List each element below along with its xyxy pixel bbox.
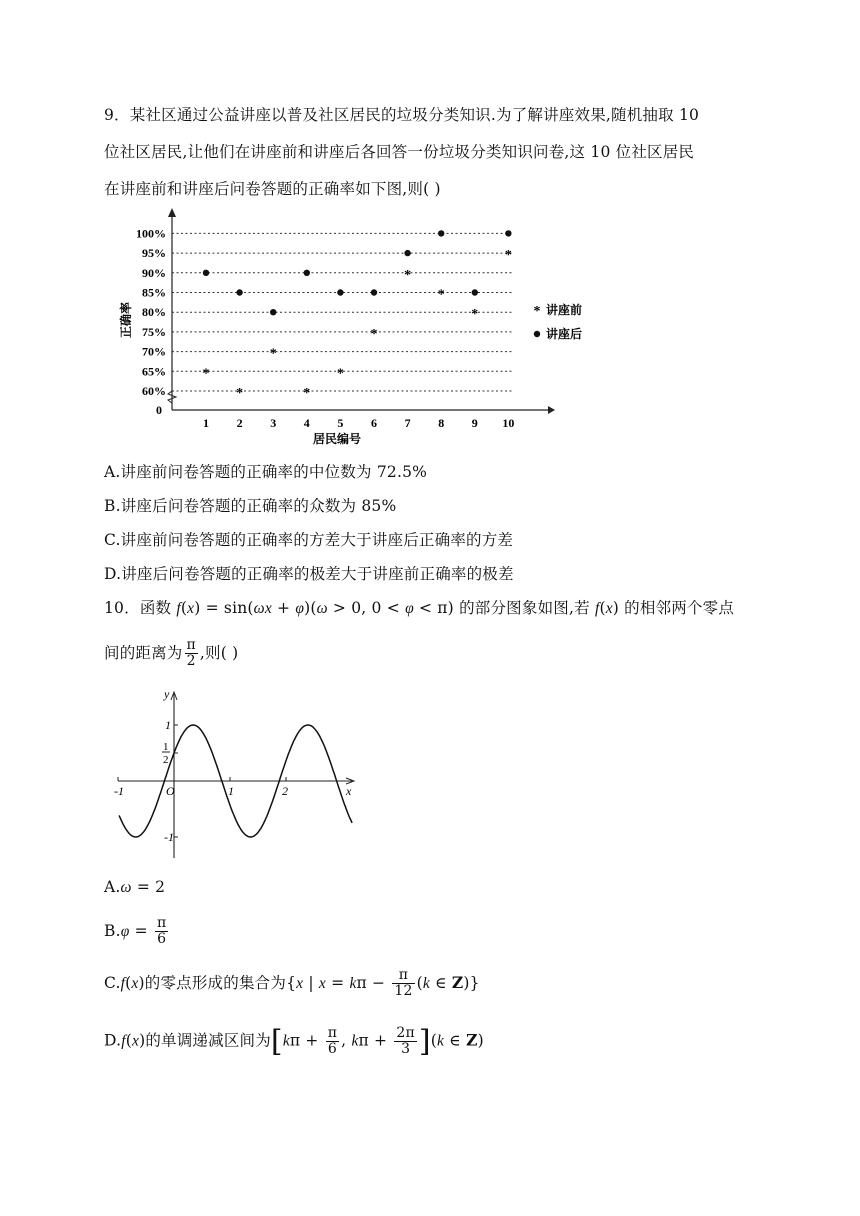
x-axis-title: x: [346, 784, 352, 798]
q10-formula-rest: (x) = sin(ωx + φ)(ω > 0, 0 < φ < π): [180, 599, 454, 617]
before-star-point: *: [437, 287, 445, 303]
after-dot-point: [404, 250, 410, 256]
x-tick-label: 4: [303, 416, 310, 430]
after-dot-point: [270, 309, 276, 315]
q10-stem-part1: 的部分图象如图,若: [459, 599, 590, 617]
q9-option-c: C.讲座前问卷答题的正确率的方差大于讲座后正确率的方差: [104, 531, 514, 549]
after-dot-point: [337, 289, 343, 295]
q10-stem-part2: 的相邻两个零点: [624, 599, 735, 617]
before-star-point: *: [404, 267, 412, 283]
x-tick-label: 5: [337, 416, 344, 430]
q10-option-c-text: 的零点形成的集合为: [144, 973, 287, 992]
x-tick-label: 1: [228, 784, 234, 798]
before-star-point: *: [370, 326, 378, 342]
x-axis-arrow: [548, 406, 555, 414]
y-tick-label: 65%: [142, 364, 166, 379]
x-tick-label: 1: [203, 416, 209, 430]
q9-option-d: D.讲座后问卷答题的正确率的极差大于讲座前正确率的极差: [104, 565, 514, 583]
legend-before-label: 讲座前: [546, 303, 583, 317]
x-tick-label: 3: [270, 416, 277, 430]
after-dot-point: [371, 289, 377, 295]
q10-sine-graph: [110, 688, 360, 863]
y-tick-label: 60%: [142, 384, 166, 398]
x-tick-label: 10: [502, 416, 515, 430]
after-dot-point: [304, 270, 310, 276]
x-tick-label: 8: [438, 416, 445, 430]
q9-option-b: B.讲座后问卷答题的正确率的众数为 85%: [104, 497, 397, 515]
x-tick-label: 2: [236, 416, 243, 430]
legend-after-label: 讲座后: [546, 327, 583, 341]
q10-option-d-label: D.: [104, 1031, 122, 1050]
q10-option-b: B.φ = $\frac{\pi}{6}$: [104, 915, 167, 948]
fraction-pi-over-2: $\frac{\pi}{2}$: [186, 637, 196, 670]
after-dot-point: [472, 289, 478, 295]
q10-option-a-label: A.: [104, 878, 121, 896]
before-star-point: *: [471, 307, 479, 323]
q10-option-d: D.f(x)的单调递减区间为[kπ + $\frac{\pi}{6}$ , kπ + $\frac{2\pi}{3}$ ](k ∈ Z): [104, 1024, 484, 1059]
q10-number: 10．函数: [104, 599, 172, 617]
before-star-point: *: [504, 248, 512, 264]
q10-option-d-text: 的单调递减区间为: [145, 1031, 271, 1050]
y-tick-label-half-num: 1: [163, 741, 169, 753]
q9-scatter-chart: [100, 205, 600, 450]
x-tick-label: 6: [371, 416, 377, 430]
q10-stem-line1: 10．函数 f(x) = sin(ωx + φ)(ω > 0, 0 < φ < π) 的部分图象如图,若 f(x) 的相邻两个零点: [104, 599, 735, 617]
before-star-point: *: [269, 346, 277, 362]
y-tick-label: 95%: [142, 246, 166, 261]
y-tick-label: 90%: [142, 265, 166, 280]
after-dot-point: [203, 270, 209, 276]
before-star-point: *: [303, 386, 311, 401]
x-tick-label: 7: [404, 416, 411, 430]
origin-label: O: [166, 784, 175, 798]
y-axis-title: y: [164, 688, 170, 701]
y-axis-arrow: [168, 208, 176, 217]
x-axis-title: 居民编号: [312, 432, 362, 446]
y-tick-label: 70%: [142, 344, 166, 359]
q9-stem-line3: 在讲座前和讲座后问卷答题的正确率如下图,则( ): [104, 180, 441, 198]
after-dot-point: [236, 289, 242, 295]
x-tick-label: 2: [282, 784, 288, 798]
q9-stem-line2: 位社区居民,让他们在讲座前和讲座后各回答一份垃圾分类知识问卷,这 10 位社区居民: [104, 143, 695, 161]
y-tick-label: 85%: [142, 285, 166, 300]
q10-option-a: A.ω = 2: [104, 878, 166, 896]
y-tick-label: 100%: [136, 226, 166, 241]
q10-option-c-label: C.: [104, 973, 121, 992]
q10-option-c: C.f(x)的零点形成的集合为{x | x = kπ − $\frac{\pi}{12}$ (k ∈ Z)}: [104, 967, 480, 1000]
q10-stem-line2-b: ,则( ): [199, 643, 239, 662]
x-tick-label: 9: [471, 416, 478, 430]
after-dot-point: [505, 230, 511, 236]
before-star-point: *: [236, 386, 244, 401]
y-tick-label: 80%: [142, 305, 166, 320]
q10-stem-line2-a: 间的距离为: [104, 643, 183, 662]
x-tick-label: -1: [114, 784, 124, 798]
y-tick-label: -1: [164, 830, 174, 844]
q9-option-a: A.讲座前问卷答题的正确率的中位数为 72.5%: [104, 463, 428, 481]
y-tick-label-half-den: 2: [163, 754, 169, 766]
y-tick-label: 75%: [142, 324, 166, 339]
before-star-point: *: [336, 366, 344, 382]
legend-dot-marker: [534, 331, 540, 337]
before-star-point: *: [202, 366, 210, 382]
y-tick-label: 0: [156, 403, 162, 417]
y-tick-label: 1: [165, 718, 171, 732]
y-axis-title: 正确率: [119, 301, 133, 339]
q10-function-formula: f: [176, 600, 181, 617]
legend-star-marker: *: [533, 304, 541, 319]
q10-option-b-label: B.: [104, 921, 121, 940]
q10-stem-line2: [104, 638, 238, 670]
after-dot-point: [438, 230, 444, 236]
q9-stem-line1: 9．某社区通过公益讲座以普及社区居民的垃圾分类知识.为了解讲座效果,随机抽取 10: [104, 106, 700, 124]
